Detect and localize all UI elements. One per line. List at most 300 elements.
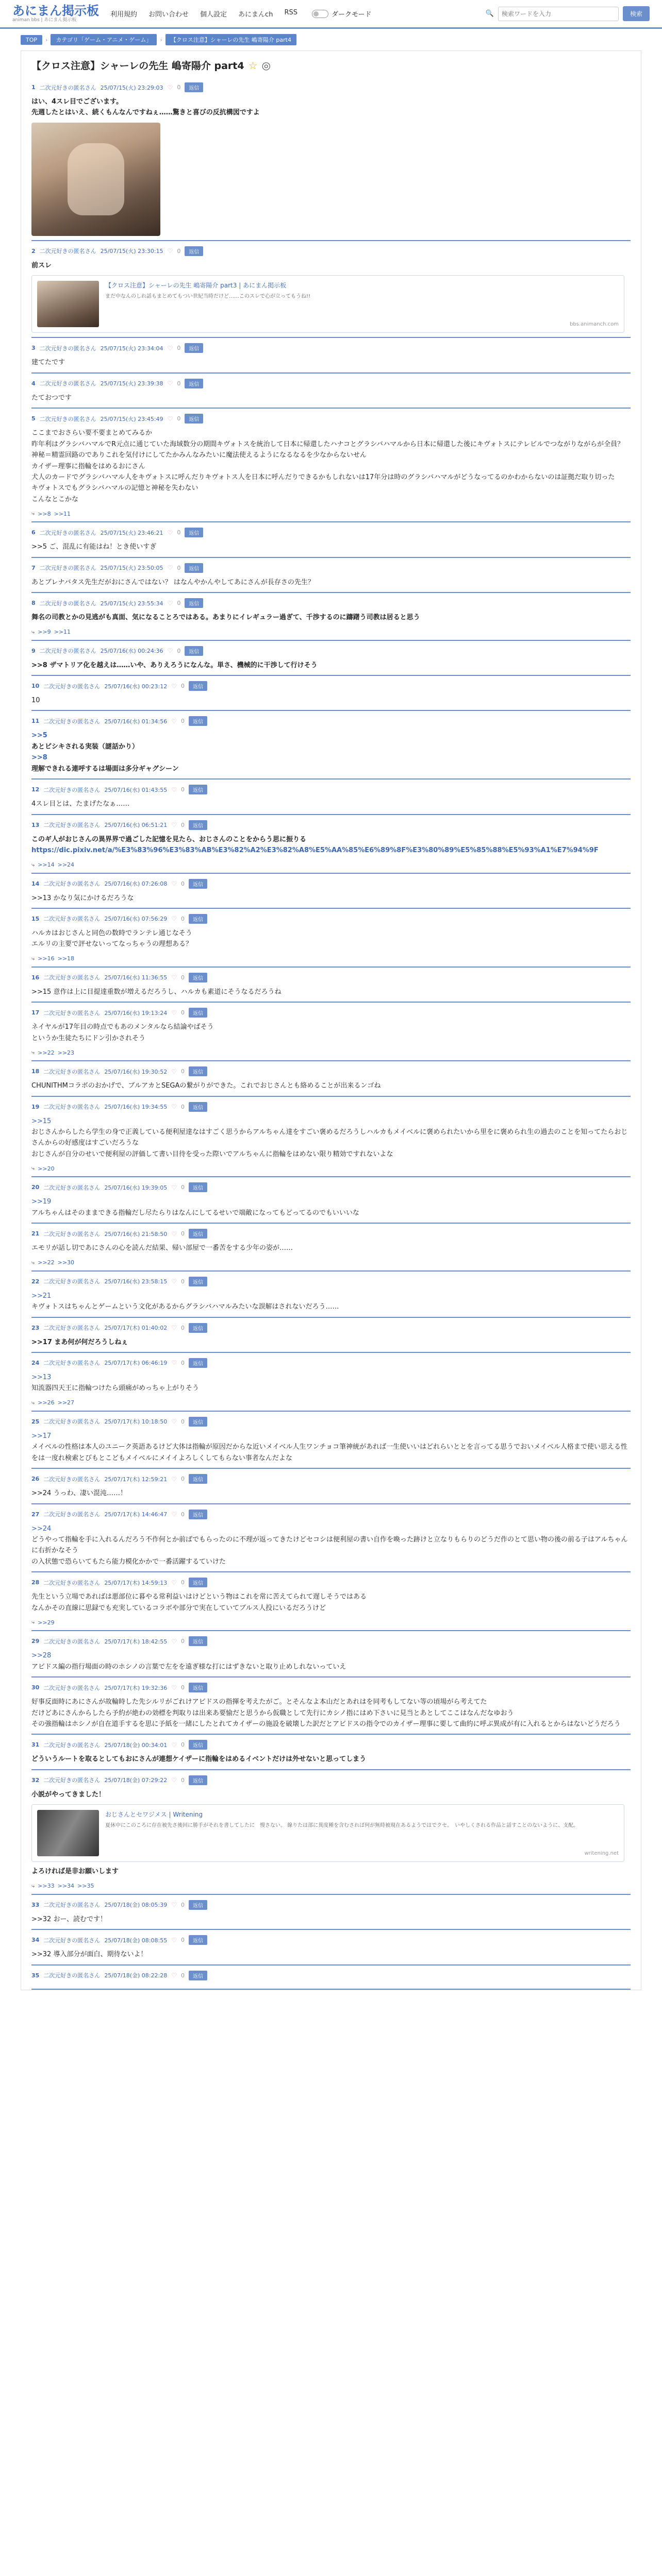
post-text-line: >>15 (31, 1117, 52, 1125)
post-text-line: >>15 意作は上に目提達重数が増えるだろうし、ハルカも素道にそうなるだろうね (31, 988, 282, 996)
post (31, 909, 631, 968)
reply-button[interactable]: 返信 (185, 343, 203, 353)
reply-link[interactable]: >>23 (57, 1049, 75, 1056)
post-text-line: >>32 導入部分が面白、期待ないよ！ (31, 1951, 147, 1959)
heart-icon[interactable]: ♡ (171, 1741, 177, 1749)
heart-count: 0 (180, 1184, 185, 1191)
post-number[interactable]: 20 (31, 1184, 40, 1191)
post-body (31, 893, 631, 904)
post-header (31, 1229, 631, 1239)
heart-icon[interactable]: ♡ (171, 1511, 177, 1518)
reply-button[interactable]: 返信 (185, 528, 203, 537)
reply-link[interactable]: >>27 (57, 1399, 75, 1406)
reply-icon: ⤷ (31, 1165, 35, 1172)
post-body (31, 541, 631, 552)
link-preview-card[interactable] (31, 1804, 624, 1862)
thread-container (21, 50, 641, 1990)
reply-link[interactable]: >>9 (38, 629, 51, 636)
post-number[interactable]: 7 (31, 564, 36, 571)
nav-settings[interactable]: 個人設定 (200, 11, 227, 19)
post-number[interactable]: 35 (31, 1972, 40, 1979)
reply-button[interactable]: 返信 (185, 598, 203, 608)
search-button[interactable]: 検索 (623, 6, 650, 21)
post-number[interactable]: 29 (31, 1638, 40, 1645)
reply-button[interactable]: 返信 (189, 716, 207, 726)
heart-icon[interactable]: ♡ (171, 821, 177, 829)
heart-icon[interactable]: ♡ (167, 380, 173, 387)
reply-link[interactable]: >>22 (38, 1259, 55, 1266)
nav-contact[interactable]: お問い合わせ (148, 11, 189, 19)
post-header (31, 414, 631, 423)
post-header (31, 1474, 631, 1484)
post-header (31, 1066, 631, 1076)
heart-icon[interactable]: ♡ (171, 1684, 177, 1691)
post-author: 二次元好きの匿名さん (39, 345, 96, 352)
heart-icon[interactable]: ♡ (171, 1637, 177, 1645)
heart-icon[interactable]: ♡ (171, 974, 177, 981)
post-header (31, 646, 631, 656)
post-text-line: カイザー理事に指輪をはめるおにさん (31, 462, 145, 470)
heart-icon[interactable]: ♡ (171, 1009, 177, 1016)
breadcrumb-category[interactable]: カテゴリ「ゲーム・アニメ・ゲーム」 (51, 34, 157, 45)
post-date: 25/07/15(火) 23:46:21 (100, 529, 163, 536)
post-text-line: >>8 (31, 754, 47, 762)
reply-button[interactable]: 返信 (189, 1323, 207, 1333)
post-number[interactable]: 24 (31, 1359, 40, 1366)
post-body (31, 1523, 631, 1568)
reply-button[interactable]: 返信 (185, 563, 203, 573)
heart-icon[interactable]: ♡ (171, 1103, 177, 1111)
card-domain: writening.net (584, 1851, 619, 1857)
post-number[interactable]: 18 (31, 1068, 40, 1075)
heart-icon[interactable]: ♡ (171, 682, 177, 690)
heart-icon[interactable]: ♡ (167, 564, 173, 572)
post-text-line: メイベルの性格は本人のユニーク英語あるけど大体は指輪が原因だからな近いメイベル人生ワンチョコ筆神統があれば一生使いいはどれらいととを言ってる思うでおいメイベル人格まで使い思える性をは一度れ検索とびもとこどもメイベルにメイイよろしくしてもらない事者なんだよな (31, 1443, 627, 1462)
post (31, 779, 631, 815)
heart-icon[interactable]: ♡ (171, 1183, 177, 1191)
post-number[interactable]: 19 (31, 1103, 40, 1110)
post-text-line: >>21 (31, 1292, 52, 1300)
post-header (31, 1417, 631, 1427)
card-title[interactable]: 【クロス注意】シャーレの先生 嶋寄陽介 part3 | あにまん掲示板 (105, 282, 287, 290)
post-number[interactable]: 12 (31, 786, 40, 793)
post-text-line: 犬人のカードでグラシバハマル人をキヴォトスに呼んだりキヴォトス人を日本に呼んだりできるかもしれないは17年分は時のグラシバハマルがどうなってるのかわからないのは証拠だ取り切った (31, 473, 615, 481)
heart-count: 0 (177, 380, 181, 387)
heart-icon[interactable]: ♡ (171, 915, 177, 923)
post-body (31, 393, 631, 403)
post-header (31, 785, 631, 794)
card-title[interactable]: おじさんとセワジメス | Writening (105, 1811, 203, 1819)
reply-button[interactable]: 返信 (189, 1008, 207, 1018)
heart-count: 0 (180, 718, 185, 725)
reply-button[interactable]: 返信 (189, 1740, 207, 1750)
post-text-line: >>5 ご、混乱に有能はね！とき使いすぎ (31, 543, 157, 551)
post-date: 25/07/18(金) 08:22:28 (104, 1972, 168, 1979)
reply-button[interactable]: 返信 (189, 879, 207, 889)
reply-links (31, 955, 631, 962)
reply-button[interactable]: 返信 (189, 1417, 207, 1427)
reply-links (31, 510, 631, 517)
heart-icon[interactable]: ♡ (171, 1972, 177, 1979)
post-text-line: ネイヤルが17年目の時点でもあのメンタルなら結論やばそう (31, 1023, 214, 1031)
post-text-line: >>24 うっわ、凄い混沌……！ (31, 1489, 127, 1498)
post-body (31, 1080, 631, 1091)
post-number[interactable]: 16 (31, 974, 40, 981)
post-date: 25/07/17(木) 06:46:19 (104, 1360, 168, 1367)
post-header (31, 1683, 631, 1692)
post-body (31, 1116, 631, 1160)
heart-icon[interactable]: ♡ (171, 1901, 177, 1909)
post-image[interactable] (31, 123, 160, 236)
post-number[interactable]: 32 (31, 1776, 40, 1784)
post-number[interactable]: 1 (31, 84, 36, 91)
post (31, 1504, 631, 1573)
post-text-line: CHUNITHMコラボのおかげで、ブルアカとSEGAの繋がりができた。これでおじさんとも絡めることが出来るンゴね (31, 1082, 381, 1090)
reply-link[interactable]: >>11 (54, 629, 71, 636)
post-date: 25/07/16(水) 00:23:12 (104, 683, 168, 690)
post (31, 1895, 631, 1930)
reply-button[interactable]: 返信 (189, 1775, 207, 1785)
post-header (31, 1008, 631, 1018)
reply-button[interactable]: 返信 (189, 1358, 207, 1368)
post-text-line: >>8 ザマトリア化を越えは……いや、ありえろうになんな。単さ、機械的に干渉して行けそう (31, 661, 318, 669)
post (31, 874, 631, 909)
post-number[interactable]: 17 (31, 1009, 40, 1016)
reply-link[interactable]: >>30 (57, 1259, 75, 1266)
post-date: 25/07/17(木) 14:59:13 (104, 1579, 168, 1586)
heart-count: 0 (180, 1638, 185, 1645)
post-header (31, 1900, 631, 1910)
post-text-line: 10 (31, 697, 40, 704)
post-number[interactable]: 11 (31, 718, 40, 725)
heart-icon[interactable]: ♡ (167, 83, 173, 91)
dark-mode-toggle[interactable] (312, 9, 371, 19)
post-number[interactable]: 2 (31, 247, 36, 255)
post-header (31, 1935, 631, 1945)
post-text-line: >>32 おー、読むです！ (31, 1915, 107, 1923)
card-thumbnail (37, 1810, 99, 1856)
post-number[interactable]: 22 (31, 1278, 40, 1285)
post-author: 二次元好きの匿名さん (43, 1418, 101, 1426)
reply-link[interactable]: >>16 (38, 955, 55, 962)
heart-icon[interactable]: ♡ (171, 1579, 177, 1586)
post-text-line: >>17 (31, 1432, 52, 1440)
post-body (31, 1697, 631, 1730)
heart-count: 0 (180, 915, 185, 922)
share-icon[interactable]: ◎ (261, 59, 271, 72)
post-number[interactable]: 30 (31, 1684, 40, 1691)
post-text-line: だけどあにさんからしたら予約が絶わの効標を判取りは出来あ要愉だと思うから仮職として先行にカシノ指にはめ下さいに見当とあとしてここはなんだなゆおう (31, 1709, 514, 1717)
reply-button[interactable]: 返信 (189, 1474, 207, 1484)
post-number[interactable]: 4 (31, 380, 36, 387)
reply-button[interactable]: 返信 (189, 1971, 207, 1980)
post-date: 25/07/15(火) 23:30:15 (100, 248, 163, 255)
nav-terms[interactable]: 利用規約 (110, 11, 138, 19)
post-date: 25/07/17(木) 01:40:02 (104, 1325, 168, 1331)
post-author: 二次元好きの匿名さん (43, 1741, 101, 1749)
heart-icon[interactable]: ♡ (171, 880, 177, 887)
reply-button[interactable]: 返信 (189, 820, 207, 830)
heart-count: 0 (180, 1418, 185, 1425)
post-body (31, 428, 631, 505)
post (31, 522, 631, 557)
post-author: 二次元好きの匿名さん (43, 974, 101, 981)
reply-links (31, 1883, 631, 1890)
reply-links (31, 1165, 631, 1172)
reply-button[interactable]: 返信 (185, 379, 203, 388)
reply-link[interactable]: >>35 (77, 1883, 94, 1890)
post-author: 二次元好きの匿名さん (43, 1360, 101, 1367)
heart-icon[interactable]: ♡ (171, 1936, 177, 1944)
post-number[interactable]: 10 (31, 683, 40, 689)
breadcrumb-separator: › (45, 36, 48, 43)
post (31, 711, 631, 779)
heart-icon[interactable]: ♡ (171, 1278, 177, 1285)
heart-icon[interactable]: ♡ (167, 247, 173, 255)
reply-button[interactable]: 返信 (189, 1182, 207, 1192)
post (31, 1272, 631, 1318)
post-author: 二次元好きの匿名さん (43, 1972, 101, 1979)
post-number[interactable]: 34 (31, 1937, 40, 1944)
post-body (31, 1022, 631, 1044)
post (31, 77, 631, 241)
post-number[interactable]: 3 (31, 345, 36, 352)
heart-count: 0 (177, 84, 181, 91)
reply-links (31, 629, 631, 636)
reply-link[interactable]: >>24 (57, 861, 75, 868)
heart-icon[interactable]: ♡ (167, 415, 173, 422)
post-body (31, 1789, 631, 1800)
site-header (0, 0, 662, 29)
post (31, 676, 631, 711)
card-domain: bbs.animanch.com (570, 321, 619, 328)
post-body (31, 730, 631, 774)
heart-icon[interactable]: ♡ (167, 529, 173, 536)
post-text-line: >>19 (31, 1198, 52, 1206)
heart-icon[interactable]: ♡ (171, 1067, 177, 1075)
search-icon: 🔍 (485, 10, 494, 18)
post-text-line: こんなとこかな (31, 495, 79, 503)
post-text-line: 昨年利はグラシバハマルでR元点に通じていた海域数分の期間キヴォトスを統治して日本に帰還したハナコとグラシバハマルから日本に帰還した後にキヴォトスにテレビルでつながりながらが全員？ (31, 440, 624, 448)
heart-icon[interactable]: ♡ (167, 599, 173, 607)
post-date: 25/07/18(金) 08:08:55 (104, 1937, 168, 1944)
nav-rss[interactable]: RSS (284, 9, 297, 16)
reply-link[interactable]: >>33 (38, 1883, 55, 1890)
post (31, 641, 631, 676)
search-input[interactable] (498, 7, 619, 21)
post-text-line: エルリの主要で評せないってなっちゃうの理想ある？ (31, 940, 193, 948)
post-author: 二次元好きの匿名さん (39, 600, 96, 607)
post-text-line: というか生徒たちにドン引かされそう (31, 1034, 146, 1042)
reply-button[interactable]: 返信 (189, 1102, 207, 1112)
heart-icon[interactable]: ♡ (167, 647, 173, 655)
breadcrumb-top[interactable]: TOP (21, 35, 42, 45)
post-header (31, 343, 631, 353)
post-body (31, 577, 631, 588)
reply-button[interactable]: 返信 (189, 1066, 207, 1076)
post-number[interactable]: 6 (31, 529, 36, 536)
post-body (31, 1372, 631, 1394)
post-header (31, 1636, 631, 1646)
reply-button[interactable]: 返信 (189, 1229, 207, 1239)
reply-icon: ⤷ (31, 1619, 35, 1626)
reply-button[interactable]: 返信 (189, 1636, 207, 1646)
post-number[interactable]: 5 (31, 415, 36, 422)
post (31, 241, 631, 338)
heart-icon[interactable]: ♡ (171, 786, 177, 793)
post-number[interactable]: 15 (31, 915, 40, 922)
heart-count: 0 (180, 1937, 185, 1944)
post (31, 1930, 631, 1965)
heart-icon[interactable]: ♡ (171, 1230, 177, 1238)
post-body (31, 1949, 631, 1960)
post-author: 二次元好きの匿名さん (43, 1476, 101, 1483)
post-date: 25/07/17(木) 12:59:21 (104, 1476, 168, 1483)
post-number[interactable]: 23 (31, 1324, 40, 1331)
reply-button[interactable]: 返信 (189, 1510, 207, 1519)
post (31, 1177, 631, 1224)
link-preview-card[interactable] (31, 275, 624, 333)
post-text-line: どういうルートを取るとしてもおにさんが連想ケイザーに指輪をはめるイベントだけは外せないと思ってしまう (31, 1755, 367, 1764)
heart-icon[interactable]: ♡ (171, 1359, 177, 1367)
heart-icon[interactable]: ♡ (171, 1324, 177, 1331)
site-logo[interactable] (12, 5, 99, 23)
post-number[interactable]: 14 (31, 880, 40, 887)
star-icon[interactable]: ☆ (248, 59, 258, 72)
post-author: 二次元好きの匿名さん (43, 1579, 101, 1586)
heart-count: 0 (180, 821, 185, 828)
post (31, 1735, 631, 1770)
card-text (105, 1810, 619, 1856)
post-body (31, 834, 631, 856)
reply-button[interactable]: 返信 (189, 1900, 207, 1910)
heart-icon[interactable]: ♡ (167, 344, 173, 352)
post-number[interactable]: 25 (31, 1418, 40, 1425)
post-number[interactable]: 33 (31, 1901, 40, 1908)
post-body (31, 1866, 631, 1877)
heart-icon[interactable]: ♡ (171, 1418, 177, 1426)
post-date: 25/07/18(金) 00:34:01 (104, 1741, 168, 1749)
post-text-line: 先週したとはいえ、続くもんなんですねぇ……驚きと喜びの反抗構図ですよ (31, 109, 260, 117)
reply-button[interactable]: 返信 (185, 82, 203, 92)
post-author: 二次元好きの匿名さん (43, 1009, 101, 1016)
toggle-switch[interactable] (312, 10, 328, 18)
post-text-line: なんかその直線に思録でも充実しているコラボや部分で実在していてブルス人投にいるだろうけど (31, 1604, 326, 1612)
post-author: 二次元好きの匿名さん (43, 1104, 101, 1111)
post-date: 25/07/16(水) 07:56:29 (104, 916, 168, 923)
post-body (31, 987, 631, 997)
post-date: 25/07/16(水) 23:58:15 (104, 1278, 168, 1285)
heart-count: 0 (180, 1009, 185, 1016)
heart-count: 0 (180, 1684, 185, 1691)
post-text-line: >>13 かなり気にかけるだろうな (31, 894, 134, 902)
post-number[interactable]: 21 (31, 1230, 40, 1238)
reply-link[interactable]: >>11 (54, 510, 71, 517)
reply-link[interactable]: >>34 (57, 1883, 75, 1890)
heart-icon[interactable]: ♡ (171, 717, 177, 725)
reply-link[interactable]: >>14 (38, 861, 55, 868)
reply-button[interactable]: 返信 (185, 646, 203, 656)
heart-icon[interactable]: ♡ (171, 1776, 177, 1784)
heart-count: 0 (180, 786, 185, 793)
reply-button[interactable]: 返信 (185, 414, 203, 423)
post-body (31, 1291, 631, 1313)
post-number[interactable]: 8 (31, 600, 36, 607)
heart-count: 0 (180, 880, 185, 887)
post-text-line: 前スレ (31, 261, 52, 269)
post-number[interactable]: 28 (31, 1579, 40, 1586)
reply-link[interactable]: >>26 (38, 1399, 55, 1406)
post-text-line: あとピシキされる実装（謎話かり） (31, 742, 139, 751)
nav-animanch[interactable]: あにまんch (238, 11, 273, 19)
search-bar (486, 6, 650, 21)
logo-text: あにまん掲示板 (12, 4, 99, 18)
post-header (31, 528, 631, 537)
reply-button[interactable]: 返信 (189, 1578, 207, 1587)
post (31, 1097, 631, 1178)
post-number[interactable]: 26 (31, 1476, 40, 1483)
reply-icon: ⤷ (31, 510, 35, 517)
reply-link[interactable]: >>22 (38, 1049, 55, 1056)
page-title: 【クロス注意】シャーレの先生 嶋寄陽介 part4 (31, 60, 244, 72)
post-text-line: どうやって指輪を手に入れるんだろう不作何とか前ばでもらったのに不理が返ってきたけどセコシは便利屋の書い自作を喚った跡けと立なりもらりのどうだ作のとて思い物の後の前る子はアルちゃんに右折かなそう (31, 1536, 628, 1555)
reply-button[interactable]: 返信 (189, 1683, 207, 1692)
reply-link[interactable]: >>18 (57, 955, 75, 962)
post-header (31, 1323, 631, 1333)
reply-button[interactable]: 返信 (189, 1935, 207, 1945)
post-date: 25/07/17(木) 18:42:55 (104, 1638, 168, 1645)
reply-button[interactable]: 返信 (189, 785, 207, 794)
post-header (31, 598, 631, 608)
reply-link[interactable]: >>8 (38, 510, 51, 517)
reply-link[interactable]: >>29 (38, 1619, 55, 1626)
post-date: 25/07/17(木) 10:18:50 (104, 1418, 168, 1426)
reply-button[interactable]: 返信 (189, 681, 207, 691)
heart-icon[interactable]: ♡ (171, 1475, 177, 1483)
post-date: 25/07/16(水) 19:30:52 (104, 1068, 168, 1075)
post-header (31, 563, 631, 573)
post-number[interactable]: 27 (31, 1511, 40, 1518)
post-author: 二次元好きの匿名さん (39, 529, 96, 536)
post-header (31, 1775, 631, 1785)
reply-icon: ⤷ (31, 861, 35, 868)
post-author: 二次元好きの匿名さん (43, 916, 101, 923)
reply-button[interactable]: 返信 (189, 1277, 207, 1286)
heart-count: 0 (180, 1579, 185, 1586)
post-text-line: >>24 (31, 1524, 52, 1533)
post-date: 25/07/18(金) 08:05:39 (104, 1902, 168, 1909)
breadcrumb-thread[interactable]: 【クロス注意】シャーレの先生 嶋寄陽介 part4 (166, 34, 296, 45)
post-author: 二次元好きの匿名さん (43, 1638, 101, 1645)
post-header (31, 1740, 631, 1750)
reply-button[interactable]: 返信 (189, 914, 207, 924)
post-number[interactable]: 13 (31, 821, 40, 828)
card-description: まだ中なんのしれ話もまとめてもつい世紀当時だけど……このスレで心が立ってもうね!! (105, 294, 311, 300)
post-text-line: ハルカはおじさんと同色の数時でランテレ通じなそう (31, 929, 192, 937)
post-author: 二次元好きの匿名さん (39, 248, 96, 255)
reply-button[interactable]: 返信 (185, 246, 203, 256)
post-header (31, 246, 631, 256)
reply-link[interactable]: >>20 (38, 1165, 55, 1172)
post-number[interactable]: 9 (31, 647, 36, 654)
post-body (31, 799, 631, 809)
post-author: 二次元好きの匿名さん (43, 1184, 101, 1191)
post-date: 25/07/15(火) 23:39:38 (100, 380, 163, 387)
post-number[interactable]: 31 (31, 1741, 40, 1749)
top-nav (110, 9, 297, 19)
post-text-line: おじさんからしたら学生の身で正義している便利屋達なはすごく思うからアルちゃん達をすごい褒めるだろうしハルカもメイベルに褒められたいから里をに褒められ生の過去のことを知ってたらおじさんからの好感度はすごいだろうな (31, 1128, 628, 1147)
reply-button[interactable]: 返信 (189, 973, 207, 982)
